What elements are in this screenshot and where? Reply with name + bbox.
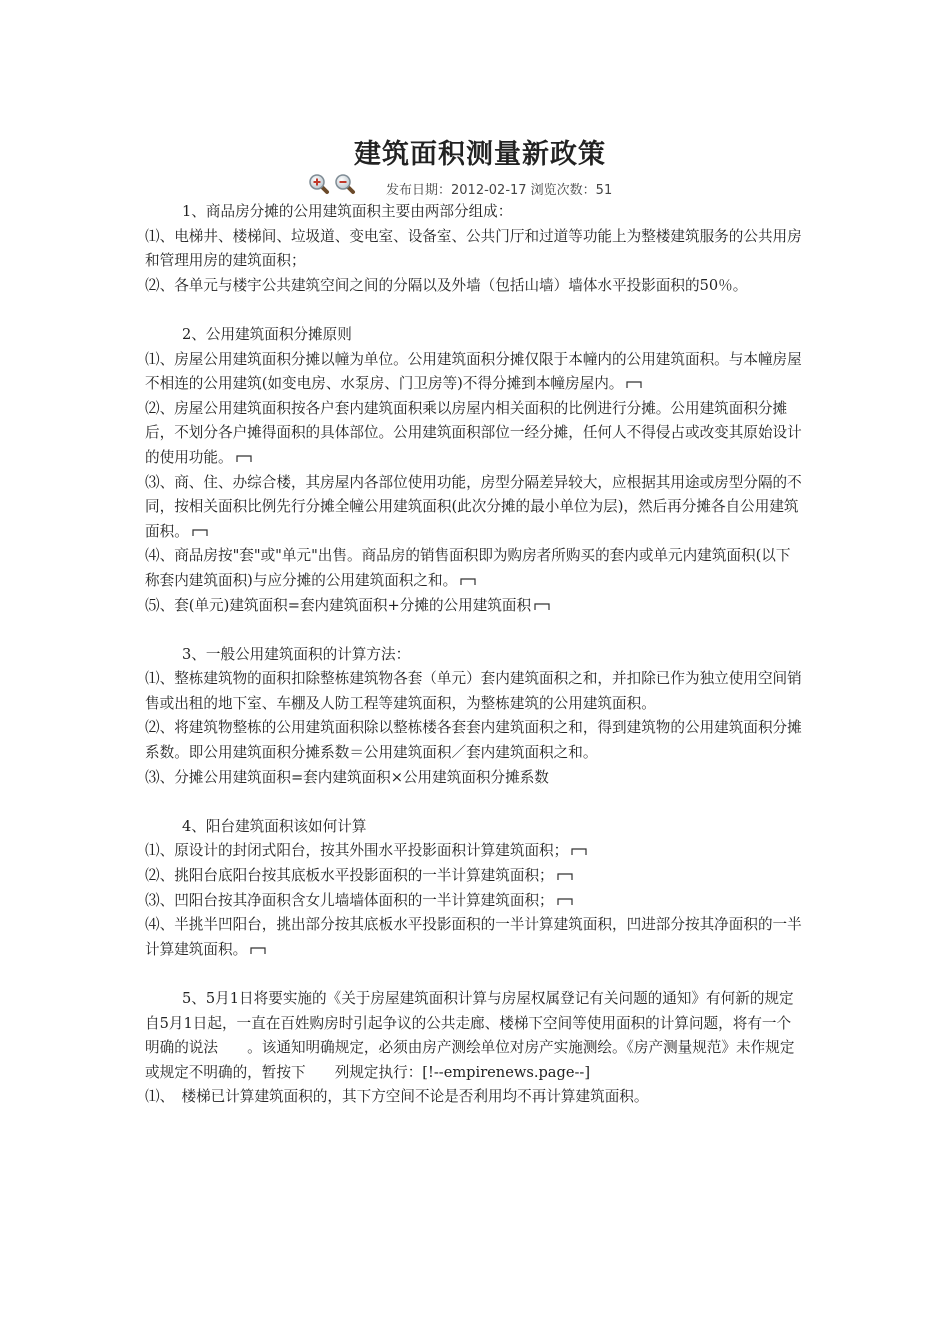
paragraph: ⑴、电梯井、楼梯间、垃圾道、变电室、设备室、公共门厅和过道等功能上为整楼建筑服务的公共用房和管理用房的建筑面积； [145,227,802,270]
paragraph: ⑴、整栋建筑物的面积扣除整栋建筑物各套（单元）套内建筑面积之和，并扣除已作为独立使用空间销售或出租的地下室、车棚及人防工程等建筑面积，为整栋建筑的公用建筑面积。 [145,670,802,712]
paragraph [145,594,805,619]
paragraph [145,348,805,397]
paragraph [145,864,805,889]
return-mark-icon [250,946,266,955]
article-body [145,200,805,1110]
paragraph [145,889,805,914]
paragraph [145,913,805,962]
return-mark-icon [557,872,573,881]
paragraph-text: ⑵、房屋公用建筑面积按各户套内建筑面积乘以房屋内相关面积的比例进行分摊。公用建筑面积分摊后，不划分各户摊得面积的具体部位。公用建筑面积部位一经分摊，任何人不得侵占或改变其原始设计的使用功能。 [145,399,802,466]
paragraph [145,397,805,471]
section-heading: 5、5月1日将要实施的《关于房屋建筑面积计算与房屋权属登记有关问题的通知》有何新的规定 [182,990,794,1007]
return-mark-icon [557,897,573,906]
return-mark-icon [626,380,642,389]
return-mark-icon [534,602,550,611]
return-mark-icon [571,847,587,856]
paragraph: 自5月1日起，一直在百姓购房时引起争议的公共走廊、楼梯下空间等使用面积的计算问题，将有一个明确的说法 。该通知明确规定，必须由房产测绘单位对房产实施测绘。《房产测量规范》未作规定或规定不明确的，暂按下 列规定执行：[!--empirenews.page--] [145,1014,795,1081]
paragraph: ⑴、 楼梯已计算建筑面积的，其下方空间不论是否利用均不再计算建筑面积。 [145,1088,649,1106]
paragraph-text: ⑵、挑阳台底阳台按其底板水平投影面积的一半计算建筑面积； [145,867,554,885]
paragraph-text: ⑷、商品房按"套"或"单元"出售。商品房的销售面积即为购房者所购买的套内或单元内建筑面积(以下称套内建筑面积)与应分摊的公用建筑面积之和。 [145,547,791,589]
paragraph-text: ⑴、房屋公用建筑面积分摊以幢为单位。公用建筑面积分摊仅限于本幢内的公用建筑面积。与本幢房屋不相连的公用建筑(如变电房、水泵房、门卫房等)不得分摊到本幢房屋内。 [145,350,802,393]
paragraph [145,471,805,545]
paragraph: ⑵、各单元与楼宇公共建筑空间之间的分隔以及外墙（包括山墙）墙体水平投影面积的50％。 [145,276,748,294]
return-mark-icon [192,528,208,537]
paragraph-text: ⑸、套(单元)建筑面积=套内建筑面积+分摊的公用建筑面积 [145,596,532,614]
return-mark-icon [460,577,476,586]
article-meta [145,173,815,197]
paragraph-text: ⑶、凹阳台按其净面积含女儿墙墙体面积的一半计算建筑面积； [145,891,554,909]
paragraph-text: ⑷、半挑半凹阳台，挑出部分按其底板水平投影面积的一半计算建筑面积，凹进部分按其净面积的一半计算建筑面积。 [145,916,802,958]
zoom-in-icon[interactable] [308,173,330,195]
paragraph: ⑶、分摊公用建筑面积=套内建筑面积×公用建筑面积分摊系数 [145,768,549,786]
paragraph-text: ⑴、原设计的封闭式阳台，按其外围水平投影面积计算建筑面积； [145,842,569,860]
zoom-out-icon[interactable] [334,173,356,195]
publish-info: 发布日期：2012-02-17 浏览次数：51 [386,183,613,198]
section-heading: 2、公用建筑面积分摊原则 [182,325,352,343]
paragraph: ⑵、将建筑物整栋的公用建筑面积除以整栋楼各套套内建筑面积之和，得到建筑物的公用建筑面积分摊系数。即公用建筑面积分摊系数＝公用建筑面积／套内建筑面积之和。 [145,719,802,762]
section-heading: 1、商品房分摊的公用建筑面积主要由两部分组成： [182,203,513,220]
paragraph [145,544,805,593]
return-mark-icon [236,454,252,463]
section-heading: 4、阳台建筑面积该如何计算 [182,817,367,835]
section-heading: 3、一般公用建筑面积的计算方法： [182,645,411,663]
paragraph-text: ⑶、商、住、办综合楼，其房屋内各部位使用功能，房型分隔差异较大，应根据其用途或房型分隔的不同，按相关面积比例先行分摊全幢公用建筑面积(此次分摊的最小单位为层)，然后再分摊各自公用建筑面积。 [145,473,802,540]
paragraph [145,839,805,864]
page-title: 建筑面积测量新政策 [354,139,606,170]
